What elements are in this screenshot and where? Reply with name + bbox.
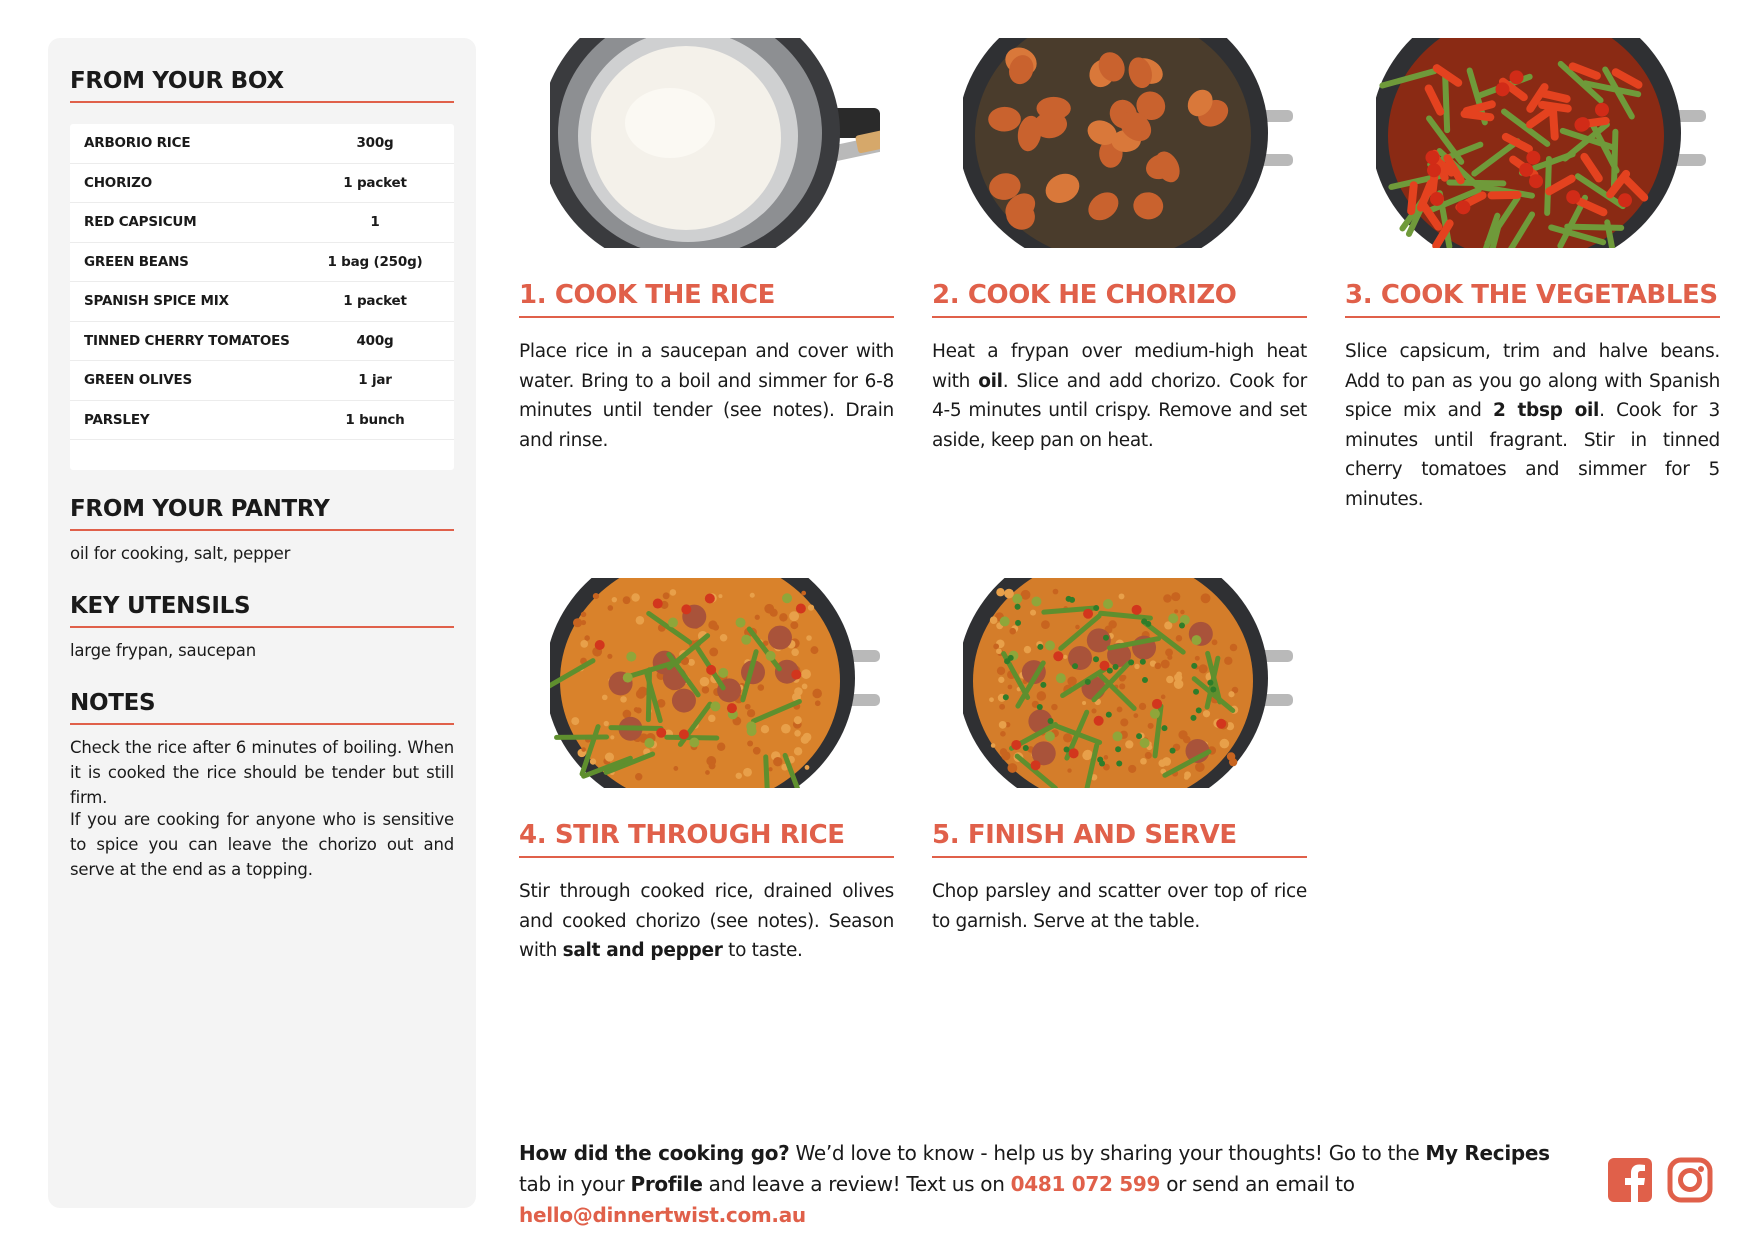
- ingredient-name: ARBORIO RICE: [84, 135, 191, 152]
- from-your-pantry-heading: FROM YOUR PANTRY: [70, 496, 454, 531]
- ingredient-qty: 400g: [356, 332, 394, 349]
- step-1-title: 1. COOK THE RICE: [519, 280, 894, 318]
- ingredient-qty: 300g: [356, 135, 394, 152]
- instagram-icon[interactable]: [1667, 1157, 1713, 1203]
- phone-number-link[interactable]: 0481 072 599: [1010, 1172, 1161, 1196]
- notes-heading: NOTES: [70, 690, 454, 725]
- ingredient-row: [70, 361, 454, 401]
- my-recipes-label: My Recipes: [1425, 1141, 1550, 1165]
- pantry-text: oil for cooking, salt, pepper: [70, 544, 291, 563]
- step-1-text: Place rice in a saucepan and cover with water. Bring to a boil and simmer for 6-8 minutes until tender (see notes). Drain and rinse.: [519, 341, 894, 451]
- ingredient-row: [70, 203, 454, 243]
- step-4-title: 4. STIR THROUGH RICE: [519, 820, 894, 858]
- ingredients-table: [70, 124, 454, 470]
- step-2-text: Heat a frypan over medium-high heat with oil. Slice and add chorizo. Cook for 4-5 minutes until crispy. Remove and set aside, keep pan on heat.: [932, 341, 1307, 451]
- note-2: If you are cooking for anyone who is sensitive to spice you can leave the chorizo out and serve at the end as a topping.: [70, 810, 454, 879]
- ingredient-row: [70, 164, 454, 204]
- step-4-photo: [550, 578, 880, 788]
- feedback-question: How did the cooking go?: [519, 1141, 790, 1165]
- ingredient-row: [70, 401, 454, 441]
- ingredient-row: [70, 322, 454, 362]
- step-3-title: 3. COOK THE VEGETABLES: [1345, 280, 1720, 318]
- ingredient-row: [70, 243, 454, 283]
- feedback-message: How did the cooking go? We’d love to know - help us by sharing your thoughts! Go to the My Recipes tab in your Profile and leave a review! Text us on 0481 072 599 or send an email to hello@dinnertwist.com.au: [519, 1141, 1550, 1227]
- utensils-text: large frypan, saucepan: [70, 641, 256, 660]
- step-5-text: Chop parsley and scatter over top of rice to garnish. Serve at the table.: [932, 881, 1307, 932]
- ingredients-sidebar: [48, 38, 476, 1208]
- ingredient-qty: 1 packet: [343, 293, 407, 310]
- ingredient-qty: 1 bunch: [345, 411, 405, 428]
- facebook-icon[interactable]: [1607, 1157, 1653, 1203]
- ingredient-qty: 1 jar: [358, 372, 392, 389]
- ingredient-name: GREEN OLIVES: [84, 372, 193, 389]
- from-your-box-heading: FROM YOUR BOX: [70, 68, 454, 103]
- ingredient-row: [70, 282, 454, 322]
- ingredient-name: CHORIZO: [84, 174, 152, 191]
- step-4-text: Stir through cooked rice, drained olives and cooked chorizo (see notes). Season with salt and pepper to taste.: [519, 881, 894, 961]
- step-3-photo: [1376, 38, 1706, 248]
- ingredient-name: GREEN BEANS: [84, 253, 189, 270]
- ingredient-name: RED CAPSICUM: [84, 214, 197, 231]
- step-2-title: 2. COOK HE CHORIZO: [932, 280, 1307, 318]
- email-link[interactable]: hello@dinnertwist.com.au: [519, 1203, 806, 1227]
- step-2-photo: [963, 38, 1293, 248]
- ingredient-qty: 1: [370, 214, 380, 231]
- step-5-title: 5. FINISH AND SERVE: [932, 820, 1307, 858]
- step-3-text: Slice capsicum, trim and halve beans. Add to pan as you go along with Spanish spice mix and 2 tbsp oil. Cook for 3 minutes until fragrant. Stir in tinned cherry tomatoes and simmer for 5 minutes.: [1345, 341, 1720, 510]
- ingredient-row: [70, 124, 454, 164]
- key-utensils-heading: KEY UTENSILS: [70, 593, 454, 628]
- ingredient-name: SPANISH SPICE MIX: [84, 293, 229, 310]
- ingredient-name: TINNED CHERRY TOMATOES: [84, 332, 290, 349]
- step-5-photo: [963, 578, 1293, 788]
- note-1: Check the rice after 6 minutes of boiling. When it is cooked the rice should be tender but still firm.: [70, 738, 454, 807]
- step-1-photo: [550, 38, 880, 248]
- ingredient-qty: 1 bag (250g): [327, 253, 423, 270]
- ingredient-qty: 1 packet: [343, 174, 407, 191]
- profile-label: Profile: [630, 1172, 703, 1196]
- ingredient-name: PARSLEY: [84, 411, 150, 428]
